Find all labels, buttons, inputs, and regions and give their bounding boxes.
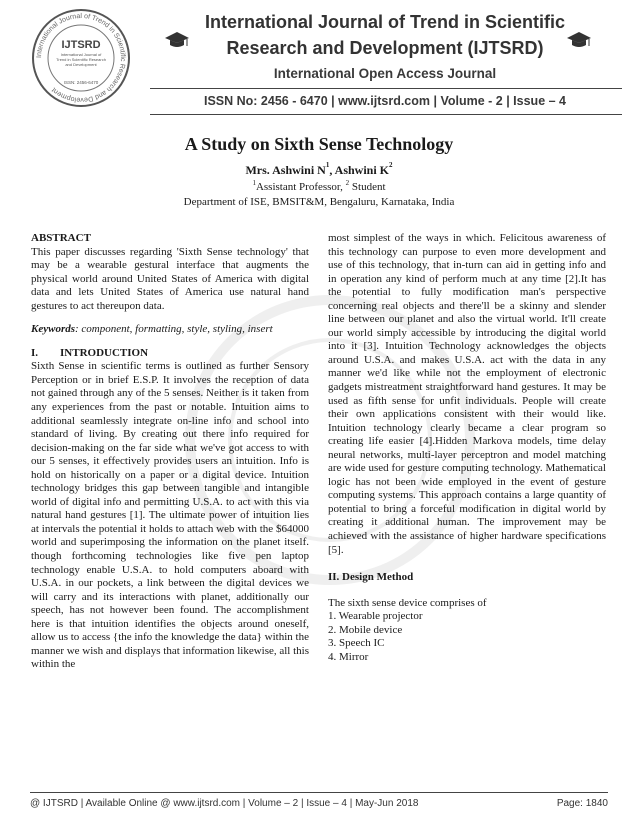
left-column bbox=[31, 232, 309, 672]
journal-name-line2: Research and Development (IJTSRD) bbox=[226, 38, 544, 58]
right-column bbox=[328, 232, 606, 664]
introduction-heading: I. INTRODUCTION bbox=[31, 346, 149, 359]
header-rule bbox=[150, 88, 622, 89]
design-method-heading: II. Design Method bbox=[328, 571, 414, 584]
journal-access-line: International Open Access Journal bbox=[273, 66, 497, 81]
list-item: 3. Speech IC bbox=[328, 637, 385, 650]
logo-subtext: International Journal of Trend in Scientific Research and Development bbox=[56, 52, 106, 67]
header-rule bbox=[150, 114, 622, 115]
list-item: 2. Mobile device bbox=[328, 623, 403, 636]
logo-acronym: IJTSRD bbox=[61, 39, 101, 51]
body-text: most simplest of the ways in which. Felicitous awareness of this technology can purpose to even more development and use of this technology, that in-turn can aid in getting info and in operation any kind of perform much at any time [2].It has the potential to fully modification man's perspective concerning real objects and there'll be a skinny and slender line between our planet and also the virtual world. It'll create our world simply accessible by introducing the digital world into it [3]. Intuition Technology acknowledges the objects around U.S.A. and makes U.S.A. act with the data in any manner we'd like while not the employment of electronic gadgets mistreatment straightforward hand gestures. It may be used as fifth sense for unfit individuals. People will create their own applications consistent with their would like. Intuition technology clearly became a clear program so creating life easier [4].Hidden Markova models, time delay neural networks, multi-layer perceptron and model matching are wide used for gesture computing technology. Mathematical logic has not been wide employed in the event of gesture computing systems. This approach contains a large quantity of potential to bring a forceful modification in digital world by creating it additional human. The improvement may be achieved with the assistance of higher hardware specifications [5]. bbox=[328, 232, 606, 556]
logo-ring-text: International Journal of Trend in Scientific Research and Development bbox=[35, 12, 127, 104]
page-number: Page: 1840 bbox=[556, 798, 608, 809]
list-item: 1. Wearable projector bbox=[328, 610, 423, 623]
journal-issn-line: ISSN No: 2456 - 6470 | www.ijtsrd.com | Volume - 2 | Issue – 4 bbox=[203, 94, 566, 108]
list-item: 4. Mirror bbox=[328, 650, 369, 663]
paper-authors: Mrs. Ashwini $N^1$, Ashwini $K^2$ bbox=[245, 161, 393, 177]
paper-title: A Study on Sixth Sense Technology bbox=[184, 134, 454, 154]
abstract-text: This paper discusses regarding 'Sixth Sense technology' that may be a wearable gestural interface that augments the physical world around United States of America with digital data and lets United States of America use natural hand gestures to act thereupon data. bbox=[31, 245, 309, 312]
footer-info: @ IJTSRD | Available Online @ www.ijtsrd.com | Volume – 2 | Issue – 4 | May-Jun 2018 bbox=[30, 798, 419, 809]
author-affiliation: Department of ISE, BMSIT&M, Bengaluru, Karnataka, India bbox=[183, 196, 455, 208]
introduction-text: Sixth Sense in scientific terms is outlined as further Sensory Perception or in brief E.S.P. It involves the reception of data not gained through any of the 5 senses. Neither is it taken from any experiences from the past or notable. Intuition aims to additional seamlessly integrate on-line info and school into standard of living. By creating out there info required for decision-making on the far side what we've got access to with our 5 senses, it effectively provides users an intuition. Info is hold on historically on a paper or a digital device. Intuition technology bridges this gap between tangible and intangible world of digital info and permitting U.S.A. to act with this via natural hand gestures [1]. The ultimate power of intuition lies at intervals the potential it holds to attach web with the $64000 world and superimposing the information on the planet itself. though forthcoming technologies like five pen laptop technology enable U.S.A. to hold computers aboard with U.S.A. in our pockets, a link between the digital devices we will carry and its interactions with planet, additionally our speech, has not however been found. The accomplishment here is that intuition identifies the objects around oneself, allow us to access {the info the knowledge the data} within the manner we wish and displays that information likewise, all this within the bbox=[31, 360, 310, 671]
logo-issn: ISSN: 2456-6470 bbox=[63, 80, 99, 85]
journal-logo-seal bbox=[20, 6, 142, 110]
footer-rule bbox=[30, 792, 608, 793]
author-roles: $^1$Assistant Professor, $^2$ Student bbox=[252, 179, 386, 193]
page-footer bbox=[30, 798, 608, 809]
keywords: Keywords: component, formatting, style, styling, insert bbox=[31, 323, 273, 336]
abstract-heading: ABSTRACT bbox=[31, 232, 91, 244]
design-intro: The sixth sense device comprises of bbox=[328, 596, 487, 609]
journal-name-line1: International Journal of Trend in Scientific bbox=[204, 12, 566, 32]
